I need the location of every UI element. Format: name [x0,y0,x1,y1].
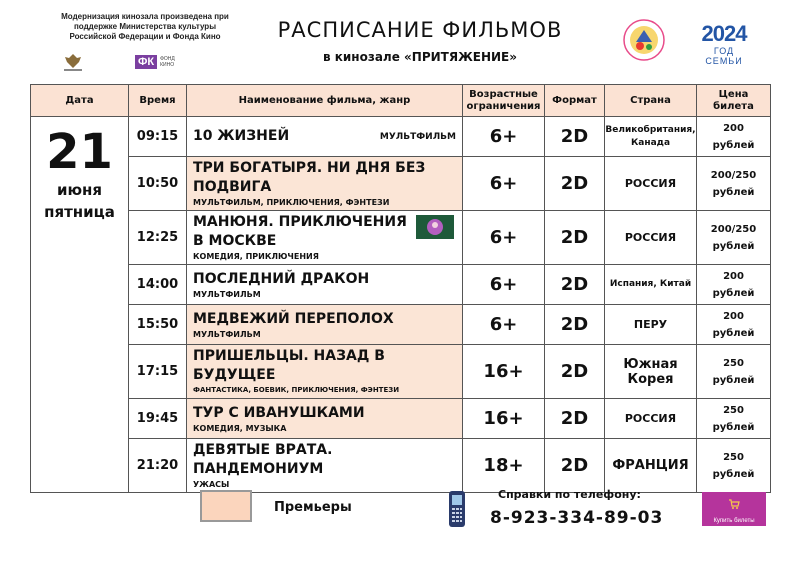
page-subtitle: в кинозале «ПРИТЯЖЕНИЕ» [322,50,517,64]
film-genre: КОМЕДИЯ, МУЗЫКА [193,423,287,433]
support-line: поддержке Министерства культуры [73,22,217,31]
film-country: РОССИЯ [605,157,697,211]
film-cell-premiere [187,305,463,345]
film-genre: МУЛЬТФИЛЬМ, ПРИКЛЮЧЕНИЯ, ФЭНТЕЗИ [193,198,390,207]
ticket-cart-icon [728,498,740,510]
film-title: 10 ЖИЗНЕЙ [193,128,290,144]
year-logo-number: 2024 [701,21,747,46]
price-unit: рублей [712,468,755,480]
film-cell [187,117,463,157]
film-poster-icon [416,215,454,239]
date-month: июня [56,181,103,199]
film-format: 2D [545,345,605,399]
showtime: 09:15 [129,117,187,157]
column-header-format: Формат [545,85,605,117]
film-format: 2D [545,439,605,493]
showtime: 12:25 [129,211,187,265]
table-row [31,211,771,265]
column-header-film: Наименование фильма, жанр [187,85,463,117]
price-value: 200 [723,310,744,322]
fk-logo-text [160,56,175,68]
price-value: 200 [723,270,744,282]
page-title: РАСПИСАНИЕ ФИЛЬМОВ [277,18,563,42]
table-row [31,265,771,305]
film-genre: МУЛЬТФИЛЬМ [193,289,261,299]
price-unit: рублей [712,139,755,151]
film-format: 2D [545,305,605,345]
buy-tickets-button[interactable] [702,492,766,526]
age-rating: 16+ [463,399,545,439]
film-country: Южная Корея [605,345,697,399]
film-cell [187,211,463,265]
showtime: 17:15 [129,345,187,399]
age-rating: 6+ [463,305,545,345]
column-header-price-line: Цена [718,88,749,100]
price-unit: рублей [712,327,755,339]
showtime: 15:50 [129,305,187,345]
date-day: 21 [46,124,113,180]
column-header-price [697,85,771,117]
film-title: МЕДВЕЖИЙ ПЕРЕПОЛОХ [193,310,394,327]
table-row [31,305,771,345]
price-value: 250 [723,404,744,416]
schedule-table [30,84,771,493]
date-weekday: пятница [44,203,115,221]
film-fund-logo [135,55,175,69]
ministry-of-culture-logo [60,52,86,72]
price-unit: рублей [712,186,755,198]
price-unit: рублей [712,374,755,386]
fk-logo-text-line: КИНО [160,62,175,68]
column-header-age [463,85,545,117]
table-row [31,157,771,211]
film-genre: ФАНТАСТИКА, БОЕВИК, ПРИКЛЮЧЕНИЯ, ФЭНТЕЗИ [193,386,400,394]
year-logo-caption: ГОД СЕМЬИ [705,46,743,66]
column-header-country: Страна [605,85,697,117]
ticket-price [697,157,771,211]
film-genre: УЖАСЫ [193,480,230,489]
support-line: Модернизация кинозала произведена при [61,12,229,21]
table-row [31,117,771,157]
film-format: 2D [545,157,605,211]
showtime: 14:00 [129,265,187,305]
price-value: 250 [723,451,744,463]
showtime: 21:20 [129,439,187,493]
fk-logo-text-line: ФОНД [160,56,175,62]
premiere-legend-swatch [200,490,252,522]
film-country: ФРАНЦИЯ [605,439,697,493]
age-rating: 6+ [463,265,545,305]
price-value: 200/250 [710,169,757,181]
fk-logo-mark: ФК [135,55,157,69]
premiere-legend-label: Премьеры [274,500,352,515]
year-of-family-logo [694,22,754,66]
mobile-phone-icon [446,490,468,528]
table-row [31,439,771,493]
showtime: 10:50 [129,157,187,211]
film-cell [187,265,463,305]
ticket-price [697,117,771,157]
column-header-age-line: Возрастные [469,88,538,100]
film-format: 2D [545,211,605,265]
film-title: ПРИШЕЛЬЦЫ. НАЗАД В БУДУЩЕЕ [193,348,385,383]
price-value: 200 [723,122,744,134]
film-country: РОССИЯ [605,211,697,265]
support-text [40,12,250,42]
phone-label: Справки по телефону: [498,488,641,501]
column-header-age-line: ограничения [466,100,541,112]
support-line: Российской Федерации и Фонда Кино [69,32,221,41]
column-header-time: Время [129,85,187,117]
price-value: 250 [723,357,744,369]
table-row [31,345,771,399]
age-rating: 18+ [463,439,545,493]
film-country: ПЕРУ [605,305,697,345]
price-unit: рублей [712,421,755,433]
date-cell [31,117,129,493]
column-header-price-line: билета [713,100,754,112]
ticket-price [697,305,771,345]
showtime: 19:45 [129,399,187,439]
ticket-price [697,265,771,305]
age-rating: 6+ [463,157,545,211]
film-cell-premiere [187,157,463,211]
table-header-row [31,85,771,117]
phone-number[interactable]: 8-923-334-89-03 [490,508,664,528]
ticket-price [697,439,771,493]
film-title: ПОСЛЕДНИЙ ДРАКОН [193,270,370,287]
ticket-price [697,399,771,439]
film-format: 2D [545,117,605,157]
ticket-price [697,345,771,399]
column-header-date: Дата [31,85,129,117]
film-genre: МУЛЬТФИЛЬМ [193,329,261,339]
film-title: МАНЮНЯ. ПРИКЛЮЧЕНИЯ В МОСКВЕ [193,214,407,249]
film-format: 2D [545,265,605,305]
table-row [31,399,771,439]
film-cell [187,439,463,493]
film-country: Великобритания, Канада [605,117,697,157]
film-genre: МУЛЬТФИЛЬМ [379,132,456,142]
price-value: 200/250 [710,223,757,235]
buy-tickets-label: Купить билеты [713,518,755,524]
film-country: РОССИЯ [605,399,697,439]
film-country: Испания, Китай [605,265,697,305]
film-genre: КОМЕДИЯ, ПРИКЛЮЧЕНИЯ [193,252,319,261]
film-title: ТРИ БОГАТЫРЯ. НИ ДНЯ БЕЗ ПОДВИГА [193,160,426,195]
age-rating: 6+ [463,117,545,157]
film-cell-premiere [187,345,463,399]
age-rating: 16+ [463,345,545,399]
price-unit: рублей [712,240,755,252]
cinema-emblem-icon [622,18,666,62]
film-format: 2D [545,399,605,439]
film-title: ДЕВЯТЫЕ ВРАТА. ПАНДЕМОНИУМ [193,442,333,477]
price-unit: рублей [712,287,755,299]
age-rating: 6+ [463,211,545,265]
ticket-price [697,211,771,265]
film-title: ТУР С ИВАНУШКАМИ [193,404,365,421]
film-cell-premiere [187,399,463,439]
